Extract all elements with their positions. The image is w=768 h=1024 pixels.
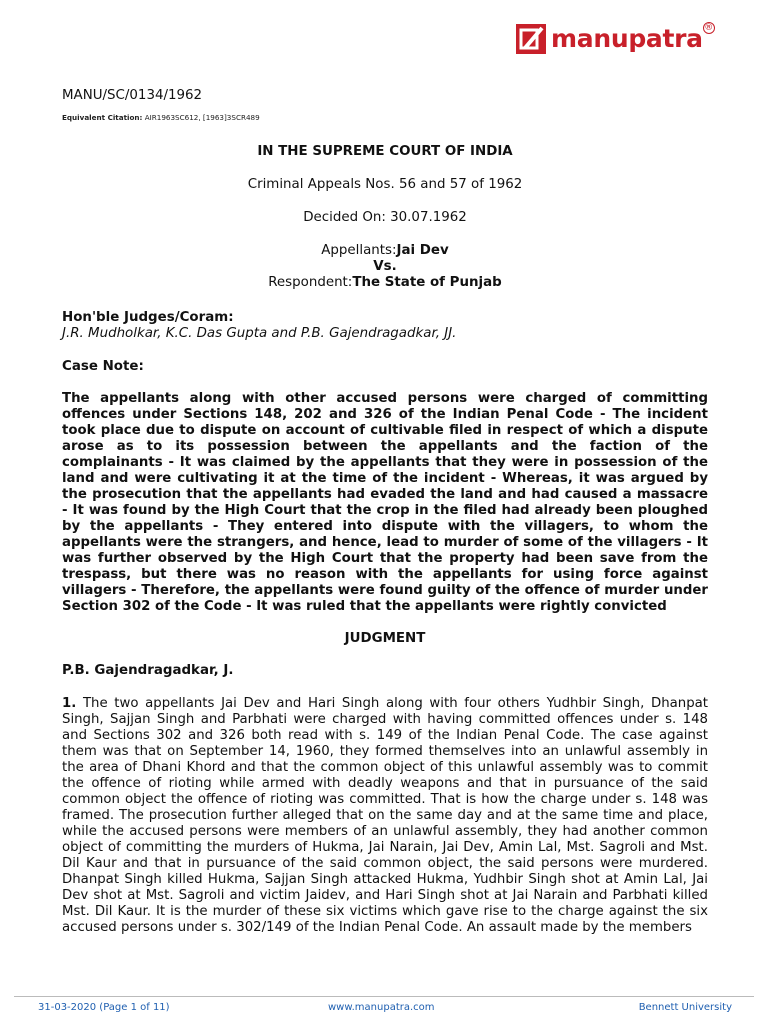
paragraph-1-text: The two appellants Jai Dev and Hari Singh along with four others Yudhbir Singh, Dhanpat Singh, Sajjan Singh and Parbhati were charged with having committed offences under s. 148 and Sections 302 and 326 both read with s. 149 of the Indian Penal Code. The case against them was that on September 14, 1960, they formed themselves into an unlawful assembly in the area of Dhani Khord and that the common object of this unlawful assembly was to commit the offence of rioting while armed with deadly weapons and that in pursuance of the said common object the offence of rioting was committed. That is how the charge under s. 148 was framed. The prosecution further alleged that on the same day and at the same time and place, while the accused persons were members of an unlawful assembly, they had another common object of committing the murders of Hukma, Jai Narain, Jai Dev, Amin Lal, Mst. Sagroli and Mst. Dil Kaur and that in pursuance of the said common object, the said persons were murdered. Dhanpat Singh killed Hukma, Sajjan Singh attacked Hukma, Yudhbir Singh shot at Amin Lal, Jai Dev shot at Mst. Sagroli and victim Jaidev, and Hari Singh shot at Jai Narain and Parbhati killed Mst. Dil Kaur. It is the murder of these six victims which gave rise to the charge against the six accused persons under s. 302/149 of the Indian Penal Code. An assault made by the members <box>62 696 708 935</box>
footer-divider <box>14 996 754 997</box>
parties <box>62 243 708 291</box>
case-note-text: The appellants along with other accused persons were charged of committing offences under Sections 148, 202 and 326 of the Indian Penal Code - The incident took place due to dispute on account of cultivable filed in respect of which a dispute arose as to its possession between the appellants and the faction of the complainants - It was claimed by the appellants that they were in possession of the land and were cultivating it at the time of the incident - Whereas, it was argued by the prosecution that the appellants had evaded the land and had caused a massacre - It was found by the High Court that the crop in the filed had already been ploughed by the appellants - They entered into dispute with the villagers, to whom the appellants were the strangers, and hence, lead to murder of some of the villagers - It was further observed by the High Court that the property had been save from the trespass, but there was no reason with the appellants for using force against villagers - Therefore, the appellants were found guilty of the offence of murder under Section 302 of the Code - It was ruled that the appellants were rightly convicted <box>62 391 708 614</box>
appellants-name: Jai Dev <box>396 243 449 258</box>
judges-heading: Hon'ble Judges/Coram: <box>62 310 234 325</box>
judgment-heading: JUDGMENT <box>344 631 426 646</box>
respondent-label: Respondent: <box>268 275 353 290</box>
respondent-name: The State of Punjab <box>352 275 502 290</box>
equivalent-citation-label: Equivalent Citation: <box>62 113 143 122</box>
footer-website-link[interactable]: www.manupatra.com <box>328 1002 435 1013</box>
appellants-label: Appellants: <box>321 243 397 258</box>
manupatra-logo-icon <box>516 24 546 54</box>
case-note-heading: Case Note: <box>62 359 144 374</box>
registered-mark: ® <box>704 23 714 33</box>
paragraph-1 <box>62 696 708 936</box>
versus: Vs. <box>373 259 397 274</box>
paragraph-1-number: 1. <box>62 696 77 711</box>
appellants-line <box>62 243 708 259</box>
equivalent-citation <box>62 110 708 126</box>
footer-licensee: Bennett University <box>638 1002 732 1013</box>
appeal-number: Criminal Appeals Nos. 56 and 57 of 1962 <box>247 177 523 192</box>
manupatra-logo <box>516 22 714 56</box>
brand-name: manupatra <box>551 24 703 53</box>
document-body <box>62 88 708 936</box>
court-name: IN THE SUPREME COURT OF INDIA <box>257 144 513 159</box>
respondent-line <box>62 275 708 291</box>
judgment-author: P.B. Gajendragadkar, J. <box>62 663 234 678</box>
equivalent-citation-value: AIR1963SC612, [1963]3SCR489 <box>144 113 260 122</box>
decided-on: Decided On: 30.07.1962 <box>303 210 467 225</box>
footer-page-info: 31-03-2020 (Page 1 of 11) <box>38 1002 170 1013</box>
judges-names: J.R. Mudholkar, K.C. Das Gupta and P.B. Gajendragadkar, JJ. <box>62 326 457 341</box>
manu-citation: MANU/SC/0134/1962 <box>62 88 203 103</box>
